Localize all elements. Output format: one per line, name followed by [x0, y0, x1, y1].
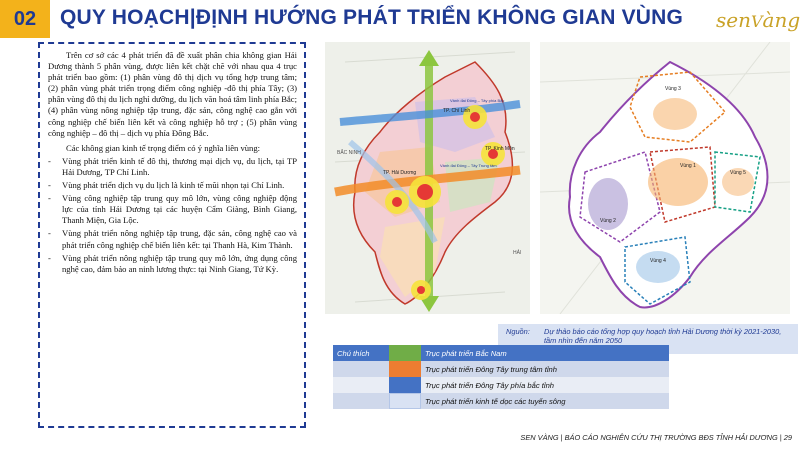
- map-label: TP. Hải Dương: [383, 170, 417, 176]
- page-title: QUY HOẠCH|ĐỊNH HƯỚNG PHÁT TRIỂN KHÔNG GIAN VÙNG: [60, 6, 684, 29]
- zoning-map: [540, 42, 790, 314]
- legend-label: Trục phát triển kinh tế dọc các tuyến sông: [421, 393, 669, 409]
- legend-swatch: [389, 377, 421, 393]
- map-label: TP. Kinh Môn: [485, 146, 515, 152]
- swatch-light-blue: [389, 393, 421, 409]
- list-item: - Vùng phát triển nông nghiệp tập trung, đặc sản, công nghệ cao và phát triển công nghiệp chế biến liên kết: tại Thanh Hà, Kim Thành.: [48, 228, 297, 250]
- legend-cell: [333, 361, 389, 377]
- key-areas-list: [48, 156, 297, 275]
- legend-row: [333, 393, 669, 409]
- zone-label: Vùng 3: [665, 86, 681, 92]
- description-textbox: [38, 42, 306, 428]
- legend-label: Trục phát triển Bắc Nam: [421, 345, 669, 361]
- legend-row: [333, 361, 669, 377]
- legend-swatch: [389, 393, 421, 409]
- map-label: Vành đai Đông – Tây Trung tâm: [440, 163, 497, 168]
- swatch-blue: [389, 377, 421, 393]
- list-item: - Vùng phát triển kinh tế đô thị, thương mại dịch vụ, du lịch, tại TP Hải Dương, TP Chí Linh.: [48, 156, 297, 178]
- brand-logo: senVàng: [716, 8, 800, 32]
- legend-label: Trục phát triển Đông Tây trung tâm tỉnh: [421, 361, 669, 377]
- intro-paragraph: Trên cơ sở các 4 phát triển đã đề xuất phân chia không gian Hải Dương thành 5 phân vùng, được liên kết chặt chẽ với nhau qua 4 trục phát triển bao gồm: (1) phân vùng đô thị dịch vụ tổng hợp trung tâm; (2) phân vùng phát triển trọng điểm công nghiệp -đô thị phía Tây; (3) phân vùng đô thị du lịch nghỉ dưỡng, du lịch văn hoá tâm linh phía Bắc; (4) phân vùng nông nghiệp tập trung, đặc sản, công nghệ cao gắn với công nghiệp chế biến liên kết và công nghiệp hỗ trợ ; (5) phân vùng công nghiệp – đô thị – dịch vụ phía Đông Bắc.: [48, 50, 297, 138]
- map-label: BẮC NINH: [337, 150, 361, 156]
- legend-cell: [333, 377, 389, 393]
- legend-header: Chú thích: [333, 345, 389, 361]
- zone-label: Vùng 2: [600, 218, 616, 224]
- zone-label: Vùng 4: [650, 258, 666, 264]
- development-axes-map: [325, 42, 530, 314]
- list-item: - Vùng công nghiệp tập trung quy mô lớn, vùng công nghiệp động lực của tỉnh Hải Dương tại các huyện Cẩm Giàng, Bình Giang, Thanh Miện, Gia Lộc.: [48, 193, 297, 226]
- key-areas-heading: Các không gian kinh tế trọng điểm có ý nghĩa liên vùng:: [66, 142, 261, 153]
- legend-cell: [333, 393, 389, 409]
- source-label: Nguồn:: [506, 327, 530, 336]
- section-number: 02: [0, 0, 50, 38]
- legend-table: [333, 345, 669, 409]
- map-label: TP. Chí Linh: [443, 108, 471, 114]
- footer-text: SEN VÀNG | BÁO CÁO NGHIÊN CỨU THỊ TRƯỜNG BĐS TỈNH HẢI DƯƠNG | 29: [520, 433, 792, 442]
- list-item: - Vùng phát triển dịch vụ du lịch là kinh tế mũi nhọn tại Chí Linh.: [48, 180, 297, 191]
- legend-swatch: [389, 361, 421, 377]
- zone-label: Vùng 1: [680, 163, 696, 169]
- list-item: - Vùng phát triển nông nghiệp tập trung quy mô lớn, ứng dụng công nghệ cao, đảm bảo an ninh lương thực: tại Ninh Giang, Tứ Kỳ.: [48, 253, 297, 275]
- legend-row: [333, 377, 669, 393]
- map-label: HẢI: [513, 250, 522, 256]
- legend-swatch: [389, 345, 421, 361]
- swatch-orange: [389, 361, 421, 377]
- swatch-green: [389, 345, 421, 361]
- source-text: Dự thảo báo cáo tổng hợp quy hoạch tỉnh Hải Dương thời kỳ 2021-2030, tầm nhìn đến năm 2050: [544, 327, 782, 345]
- zone-label: Vùng 5: [730, 170, 746, 176]
- legend-row: [333, 345, 669, 361]
- legend-label: Trục phát triển Đông Tây phía bắc tỉnh: [421, 377, 669, 393]
- map-label: Vành đai Đông – Tây phía Bắc: [450, 98, 505, 103]
